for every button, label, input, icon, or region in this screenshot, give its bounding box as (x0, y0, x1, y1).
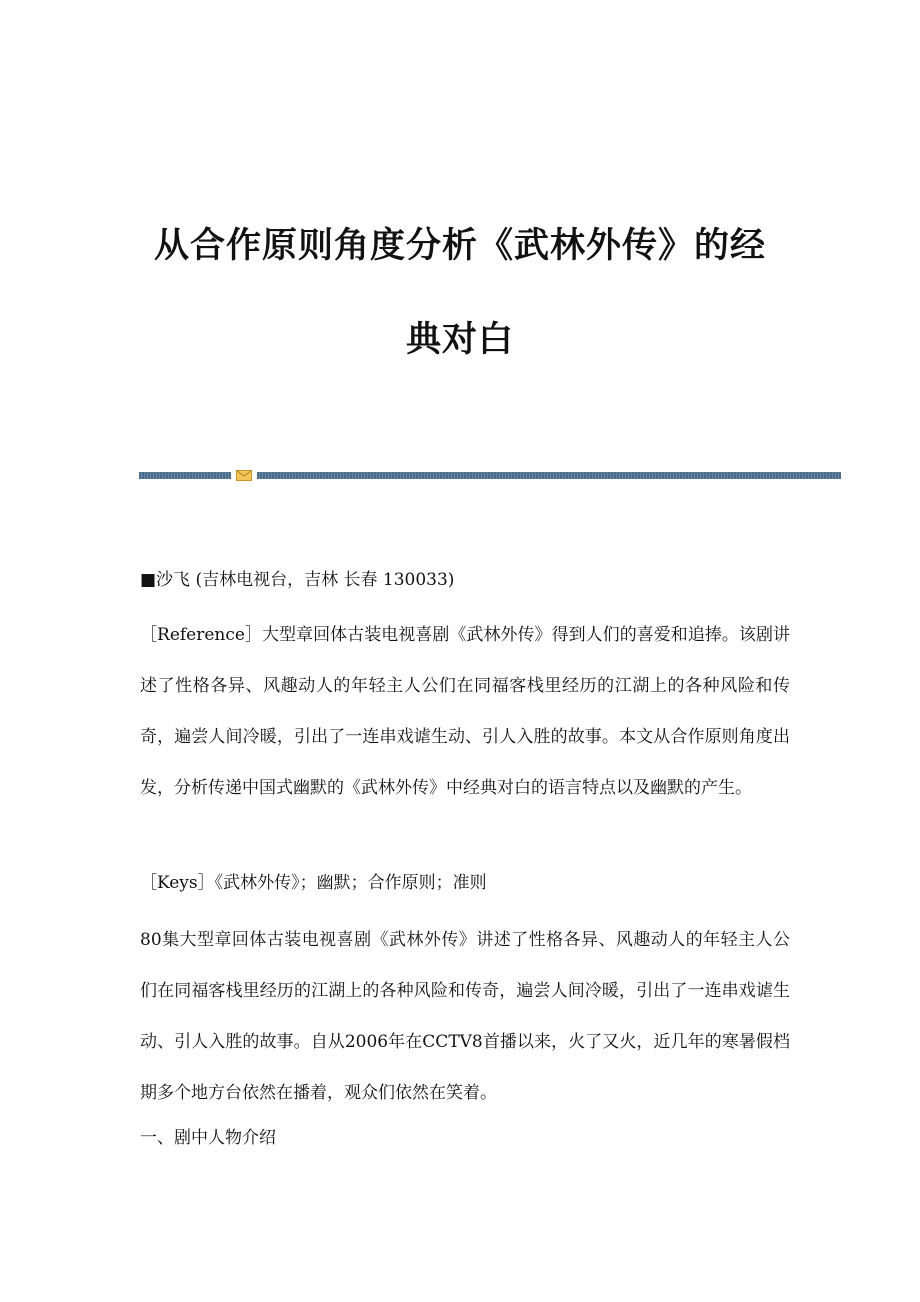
title-divider (139, 470, 841, 480)
document-title-line-1: 从合作原则角度分析《武林外传》的经 (153, 226, 766, 266)
envelope-icon (236, 470, 252, 481)
section-heading: 一、剧中人物介绍 (140, 1128, 276, 1148)
keywords: ［Keys］《武林外传》；幽默；合作原则；准则 (140, 873, 487, 893)
divider-bar-right (257, 472, 841, 479)
document-title-line-2: 典对白 (405, 320, 514, 360)
divider-bar-left (139, 472, 231, 479)
body-paragraph: 80集大型章回体古装电视喜剧《武林外传》讲述了性格各异、风趣动人的年轻主人公们在同福客栈里经历的江湖上的各种风险和传奇，遍尝人间冷暖，引出了一连串戏谑生动、引人入胜的故事。自从2006年在CCTV8首播以来，火了又火，近几年的寒暑假档期多个地方台依然在播着，观众们依然在笑着。 (140, 930, 790, 1103)
author-line: ■沙飞 (吉林电视台，吉林 长春 130033) (140, 570, 455, 590)
abstract: ［Reference］大型章回体古装电视喜剧《武林外传》得到人们的喜爱和追捧。该剧讲述了性格各异、风趣动人的年轻主人公们在同福客栈里经历的江湖上的各种风险和传奇，遍尝人间冷暖，引出了一连串戏谑生动、引人入胜的故事。本文从合作原则角度出发，分析传递中国式幽默的《武林外传》中经典对白的语言特点以及幽默的产生。 (140, 625, 790, 798)
